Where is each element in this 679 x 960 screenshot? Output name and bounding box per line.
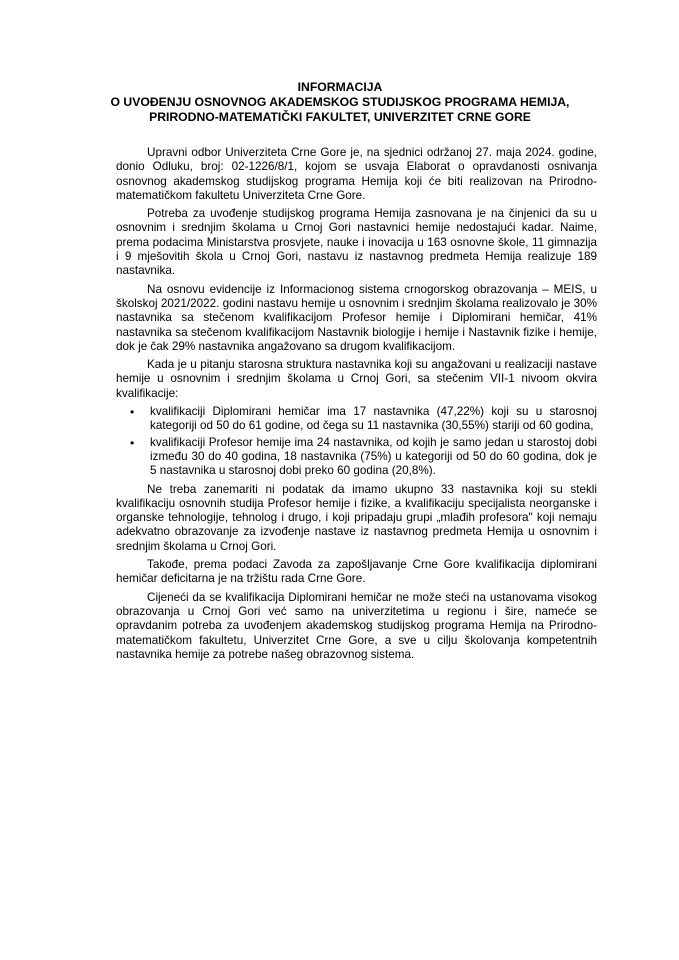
heading-subtitle-line-1: O UVOĐENJU OSNOVNOG AKADEMSKOG STUDIJSKOG PROGRAMA HEMIJA,	[110, 95, 570, 109]
bullet-icon: •	[130, 435, 135, 450]
paragraph-employment-bureau: Takođe, prema podaci Zavoda za zapošljavanje Crne Gore kvalifikacija diplomirani hemičar deficitarna je na tržištu rada Crne Gore.	[116, 558, 597, 586]
qualification-list	[116, 405, 597, 478]
heading-title: INFORMACIJA	[297, 80, 383, 94]
list-item-text: kvalifikaciji Diplomirani hemičar ima 17 nastavnika (47,22%) koji su u starosnoj kategoriji od 50 do 61 godine, od čega su 11 nastavnika (30,55%) stariji od 60 godina,	[150, 405, 597, 433]
list-item-text: kvalifikaciji Profesor hemije ima 24 nastavnika, od kojih je samo jedan u starostoj dobi između 30 do 40 godina, 18 nastavnika (75%) u kategoriji od 50 do 60 godina, dok je 5 nastavnika u starosnoj dobi preko 60 godina (20,8%).	[150, 435, 597, 478]
document-body	[116, 146, 597, 666]
bullet-icon: •	[130, 405, 135, 420]
paragraph-young-teachers: Ne treba zanemariti ni podatak da imamo ukupno 33 nastavnika koji su stekli kvalifikaciju osnovnih studija Profesor hemije i fizike, a kvalifikaciju specijalista neorganske i organske tehnologije, tehnolog i drugo, i koji pripadaju grupi „mlađih profesora" koji nemaju adekvatno obrazovanje za izvođenje nastave iz nastavnog predmeta Hemija u osnovnim i srednjim školama u Crnoj Gori.	[116, 482, 597, 553]
paragraph-decision: Upravni odbor Univerziteta Crne Gore je, na sjednici održanoj 27. maja 2024. godine, donio Odluku, broj: 02-1226/8/1, kojom se usvaja Elaborat o opravdanosti osnivanja osnovnog akademskog studijskog programa Hemija koji će biti realizovan na Prirodno-matematičkom fakultetu Univerziteta Crne Gore.	[116, 146, 597, 202]
paragraph-conclusion: Cijeneći da se kvalifikacija Diplomirani hemičar ne može steći na ustanovama visokog obrazovanja u Crnoj Gori već samo na univerzitetima u regionu i šire, nameće se opravdanim potreba za uvođenjem akademskog studijskog programa Hemija na Prirodno-matematičkom fakultetu, Univerzitet Crne Gore, a sve u cilju školovanja kompetentnih nastavnika hemije za potrebe našeg obrazovnog sistema.	[116, 590, 597, 661]
paragraph-need: Potreba za uvođenje studijskog programa Hemija zasnovana je na činjenici da su u osnovnim i srednjim školama u Crnoj Gori nastavnici hemije nedostajući kadar. Naime, prema podacima Ministarstva prosvjete, nauke i inovacija u 163 osnovne škole, 11 gimnazija i 9 mješovitih škola u Crnoj Gori, nastavu iz nastavnog predmeta Hemija realizuje 189 nastavnika.	[116, 207, 597, 278]
paragraph-age-structure: Kada je u pitanju starosna struktura nastavnika koji su angažovani u realizaciji nastave hemije u osnovnim i srednjim školama u Crnoj Gori, sa stečenim VII-1 nivoom okvira kvalifikacije:	[116, 358, 597, 400]
list-item	[130, 435, 597, 479]
paragraph-meis-data: Na osnovu evidencije iz Informacionog sistema crnogorskog obrazovanja – MEIS, u školskoj 2021/2022. godini nastavu hemije u osnovnim i srednjim školama realizovalo je 30% nastavnika sa stečenom kvalifikacijom Profesor hemije i Diplomirani hemičar, 41% nastavnika sa stečenom kvalifikacijom Nastavnik biologije i hemije i Nastavnik fizike i hemije, dok je čak 29% nastavnika angažovano sa drugom kvalifikacijom.	[116, 282, 597, 353]
list-item	[130, 405, 597, 434]
document-heading	[80, 80, 600, 125]
heading-subtitle-line-2: PRIRODNO-MATEMATIČKI FAKULTET, UNIVERZITET CRNE GORE	[149, 110, 531, 124]
